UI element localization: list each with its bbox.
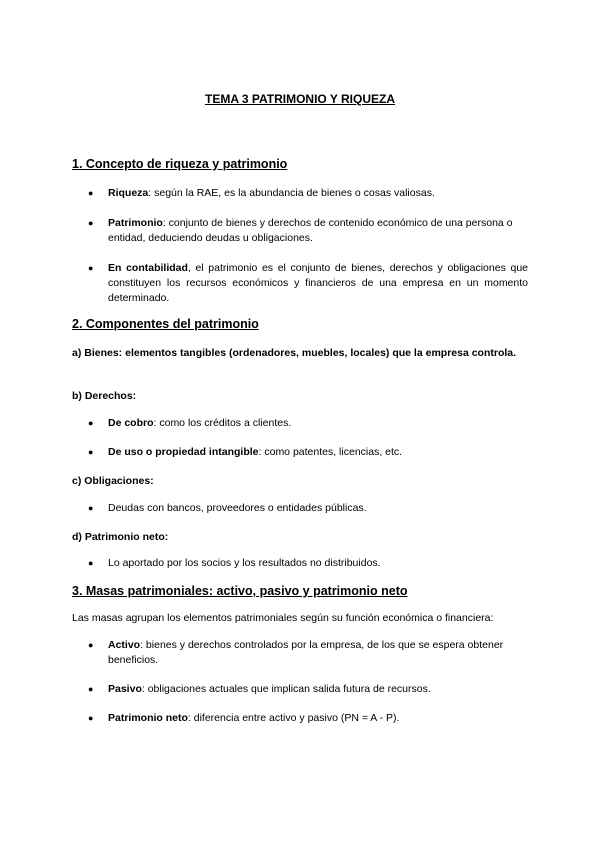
bullet-icon: ● xyxy=(88,558,94,568)
term: De uso o propiedad intangible xyxy=(108,446,259,458)
definition: : obligaciones actuales que implican salida futura de recursos. xyxy=(141,683,431,695)
term: De cobro xyxy=(108,417,154,429)
bullet-icon: ● xyxy=(88,447,94,457)
term: Riqueza xyxy=(108,187,149,199)
bullet-icon: ● xyxy=(88,713,94,723)
bullet-icon: ● xyxy=(88,218,94,228)
bullet-icon: ● xyxy=(88,640,94,650)
section-1-heading: 1. Concepto de riqueza y patrimonio xyxy=(72,157,288,171)
bullet-icon: ● xyxy=(88,263,94,273)
definition: : conjunto de bienes y derechos de contenido económico de una persona o entidad, deduciendo deudas u obligaciones. xyxy=(108,217,513,244)
bullet-icon: ● xyxy=(88,503,94,513)
term: En contabilidad xyxy=(108,262,188,274)
bullet-icon: ● xyxy=(88,684,94,694)
page-title: TEMA 3 PATRIMONIO Y RIQUEZA xyxy=(204,92,395,106)
term: Pasivo xyxy=(108,683,142,695)
section-3-heading: 3. Masas patrimoniales: activo, pasivo y patrimonio neto xyxy=(72,584,408,598)
definition: : como los créditos a clientes. xyxy=(153,417,292,429)
section-3-intro: Las masas agrupan los elementos patrimoniales según su función económica o financiera: xyxy=(72,612,494,624)
section-2-heading: 2. Componentes del patrimonio xyxy=(72,317,259,331)
subsection-a: a) Bienes: elementos tangibles (ordenadores, muebles, locales) que la empresa controla. xyxy=(72,347,517,359)
term: Activo xyxy=(108,639,141,651)
subsection-b: b) Derechos: xyxy=(72,390,137,402)
list-item-text: Deudas con bancos, proveedores o entidades públicas. xyxy=(108,502,367,514)
definition: : diferencia entre activo y pasivo (PN = A - P). xyxy=(187,712,400,724)
term: Patrimonio neto xyxy=(108,712,188,724)
bullet-icon: ● xyxy=(88,418,94,428)
subsection-d: d) Patrimonio neto: xyxy=(72,531,169,543)
definition: : según la RAE, es la abundancia de bienes o cosas valiosas. xyxy=(148,187,435,199)
definition: : como patentes, licencias, etc. xyxy=(258,446,403,458)
definition: : bienes y derechos controlados por la empresa, de los que se espera obtener beneficios. xyxy=(108,639,504,666)
subsection-c: c) Obligaciones: xyxy=(72,475,154,487)
bullet-icon: ● xyxy=(88,188,94,198)
definition: , el patrimonio es el conjunto de bienes, derechos y obligaciones que constituyen los recursos económicos y financieros de una empresa en un momento determinado. xyxy=(108,262,528,304)
list-item-text: Lo aportado por los socios y los resultados no distribuidos. xyxy=(108,557,381,569)
term: Patrimonio xyxy=(108,217,163,229)
